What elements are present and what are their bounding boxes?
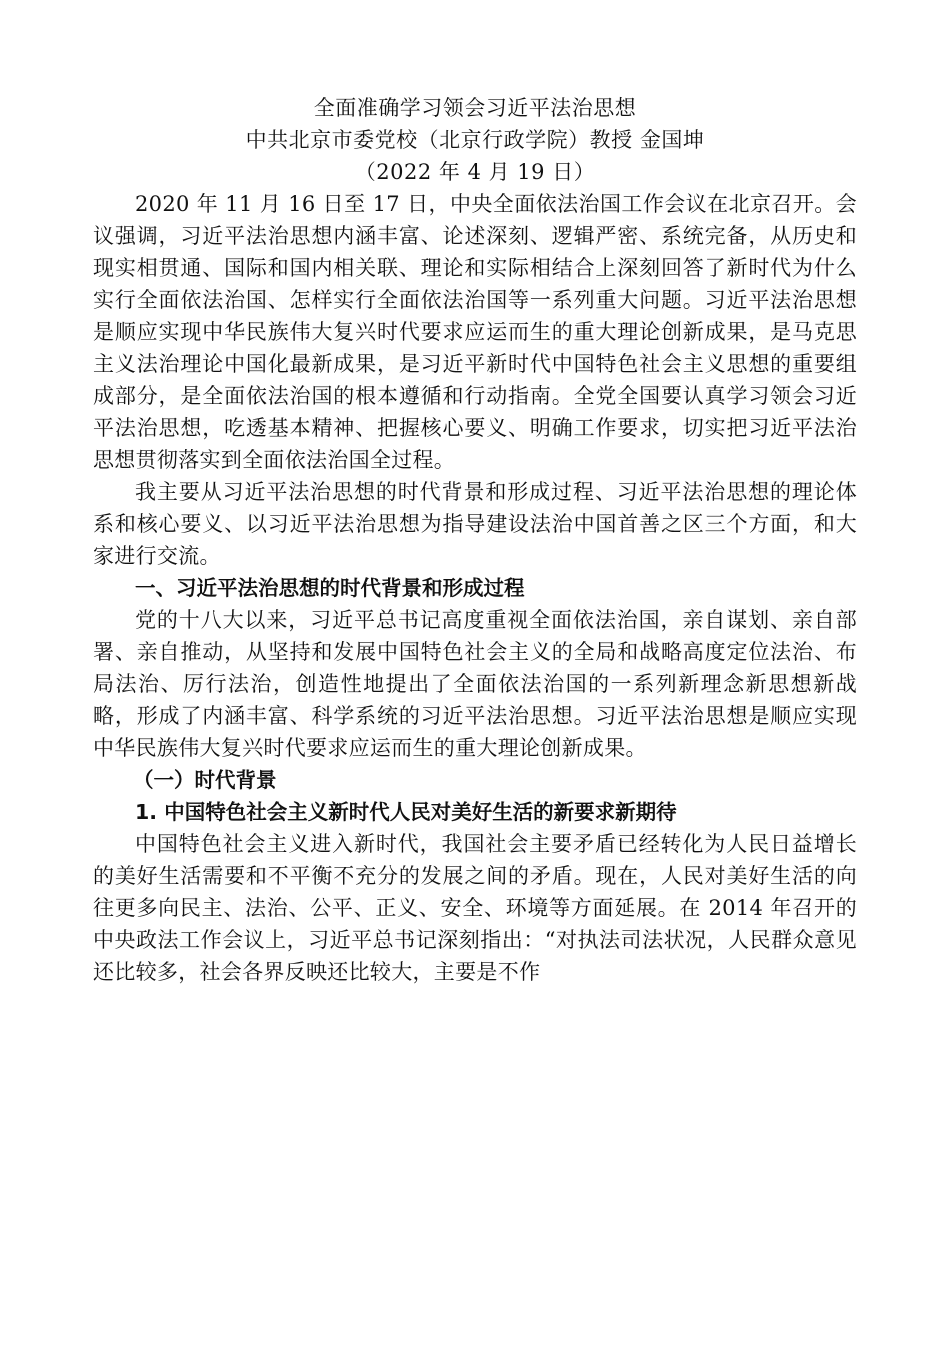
date-line: （2022 年 4 月 19 日） [354, 160, 596, 184]
paragraph-subsection: 中国特色社会主义进入新时代，我国社会主要矛盾已经转化为人民日益增长的美好生活需要和不平衡不充分的发展之间的矛盾。现在，人民对美好生活的向往更多向民主、法治、公平、正义、安全、环境等方面延展。在 2014 年召开的中央政法工作会议上，习近平总书记深刻指出：“对执法司法状况，人民群众意见还比较多，社会各界反映还比较大，主要是不作 [93, 832, 857, 984]
paragraph-intro: 2020 年 11 月 16 日至 17 日，中央全面依法治国工作会议在北京召开。会议强调，习近平法治思想内涵丰富、论述深刻、逻辑严密、系统完备，从历史和现实相贯通、国际和国内相关联、理论和实际相结合上深刻回答了新时代为什么实行全面依法治国、怎样实行全面依法治国等一系列重大问题。习近平法治思想是顺应实现中华民族伟大复兴时代要求应运而生的重大理论创新成果，是马克思主义法治理论中国化最新成果，是习近平新时代中国特色社会主义思想的重要组成部分，是全面依法治国的根本遵循和行动指南。全党全国要认真学习领会习近平法治思想，吃透基本精神、把握核心要义、明确工作要求，切实把习近平法治思想贯彻落实到全面依法治国全过程。 [93, 192, 857, 472]
paragraph-outline: 我主要从习近平法治思想的时代背景和形成过程、习近平法治思想的理论体系和核心要义、以习近平法治思想为指导建设法治中国首善之区三个方面，和大家进行交流。 [93, 480, 857, 568]
document-title: 全面准确学习领会习近平法治思想 [313, 96, 637, 120]
subsubsection-heading: 1. 中国特色社会主义新时代人民对美好生活的新要求新期待 [135, 800, 677, 824]
paragraph-section-1: 党的十八大以来，习近平总书记高度重视全面依法治国，亲自谋划、亲自部署、亲自推动，从坚持和发展中国特色社会主义的全局和战略高度定位法治、布局法治、厉行法治，创造性地提出了全面依法治国的一系列新理念新思想新战略，形成了内涵丰富、科学系统的习近平法治思想。习近平法治思想是顺应实现中华民族伟大复兴时代要求应运而生的重大理论创新成果。 [93, 608, 857, 760]
author-line: 中共北京市委党校（北京行政学院）教授 金国坤 [245, 128, 705, 152]
document-page [93, 92, 857, 988]
title-block [93, 92, 857, 188]
section-heading-1: 一、习近平法治思想的时代背景和形成过程 [135, 576, 525, 600]
subsection-heading: （一）时代背景 [133, 768, 277, 792]
